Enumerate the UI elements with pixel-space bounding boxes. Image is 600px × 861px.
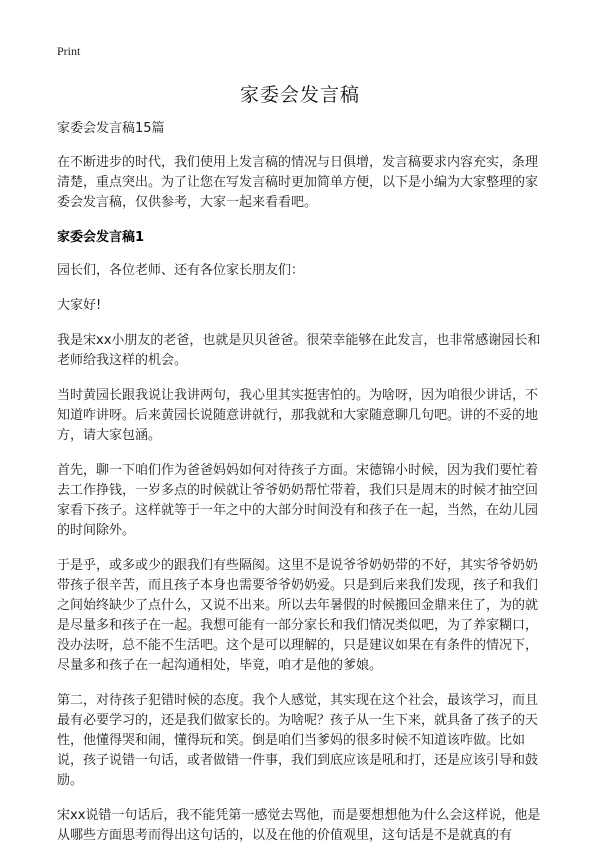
page-title: 家委会发言稿 xyxy=(239,84,360,106)
paragraph: 园长们，各位老师、还有各位家长朋友们： xyxy=(57,263,305,278)
document-subtitle: 家委会发言稿15篇 xyxy=(57,121,165,136)
paragraph: 宋xx说错一句话后，我不能凭第一感觉去骂他，而是要想想他为什么会这样说，他是从哪些方面思考而得出这句话的，以及在他的价值观里，这句话是不是就真的有 xyxy=(57,808,541,843)
paragraph: 当时黄园长跟我说让我讲两句，我心里其实挺害怕的。为啥呀，因为咱很少讲话，不知道咋讲呀。后来黄园长说随意讲就行，那我就和大家随意聊几句吧。讲的不妥的地方，请大家包涵。 xyxy=(57,388,539,443)
paragraph: 第二，对待孩子犯错时候的态度。我个人感觉，其实现在这个社会，最该学习，而且最有必要学习的，还是我们做家长的。为啥呢？孩子从一生下来，就具备了孩子的天性，他懂得哭和闹，懂得玩和笑。倒是咱们当爹妈的很多时候不知道该咋做。比如说，孩子说错一句话，或者做错一件事，我们到底应该是吼和打，还是应该引导和鼓励。 xyxy=(57,693,539,788)
document-body xyxy=(57,119,549,861)
paragraph: 大家好! xyxy=(57,298,102,313)
section-heading: 家委会发言稿1 xyxy=(57,230,145,245)
paragraph: 我是宋xx小朋友的老爸，也就是贝贝爸爸。很荣幸能够在此发言，也非常感谢园长和老师给我这样的机会。 xyxy=(57,333,541,368)
paragraph: 于是乎，或多或少的跟我们有些隔阂。这里不是说爷爷奶奶带的不好，其实爷爷奶奶带孩子很辛苦，而且孩子本身也需要爷爷奶奶爱。只是到后来我们发现，孩子和我们之间始终缺少了点什么，又说不出来。所以去年暑假的时候搬回金鼎来住了，为的就是尽量多和孩子在一起。我想可能有一部分家长和我们情况类似吧，为了养家糊口，没办法呀，总不能不生活吧。这个是可以理解的，只是建议如果在有条件的情况下，尽量多和孩子在一起沟通相处，毕竟，咱才是他的爹娘。 xyxy=(57,558,539,673)
print-link[interactable]: Print xyxy=(57,44,81,58)
paragraph: 首先，聊一下咱们作为爸爸妈妈如何对待孩子方面。宋德锦小时候，因为我们要忙着去工作挣钱，一岁多点的时候就让爷爷奶奶帮忙带着，我们只是周末的时候才抽空回家看下孩子。这样就等于一年之中的大部分时间没有和孩子在一起，当然，在幼儿园的时间除外。 xyxy=(57,463,539,538)
intro-paragraph: 在不断进步的时代，我们使用上发言稿的情况与日俱增，发言稿要求内容充实，条理清楚，重点突出。为了让您在写发言稿时更加简单方便，以下是小编为大家整理的家委会发言稿，仅供参考，大家一起来看看吧。 xyxy=(57,155,539,210)
